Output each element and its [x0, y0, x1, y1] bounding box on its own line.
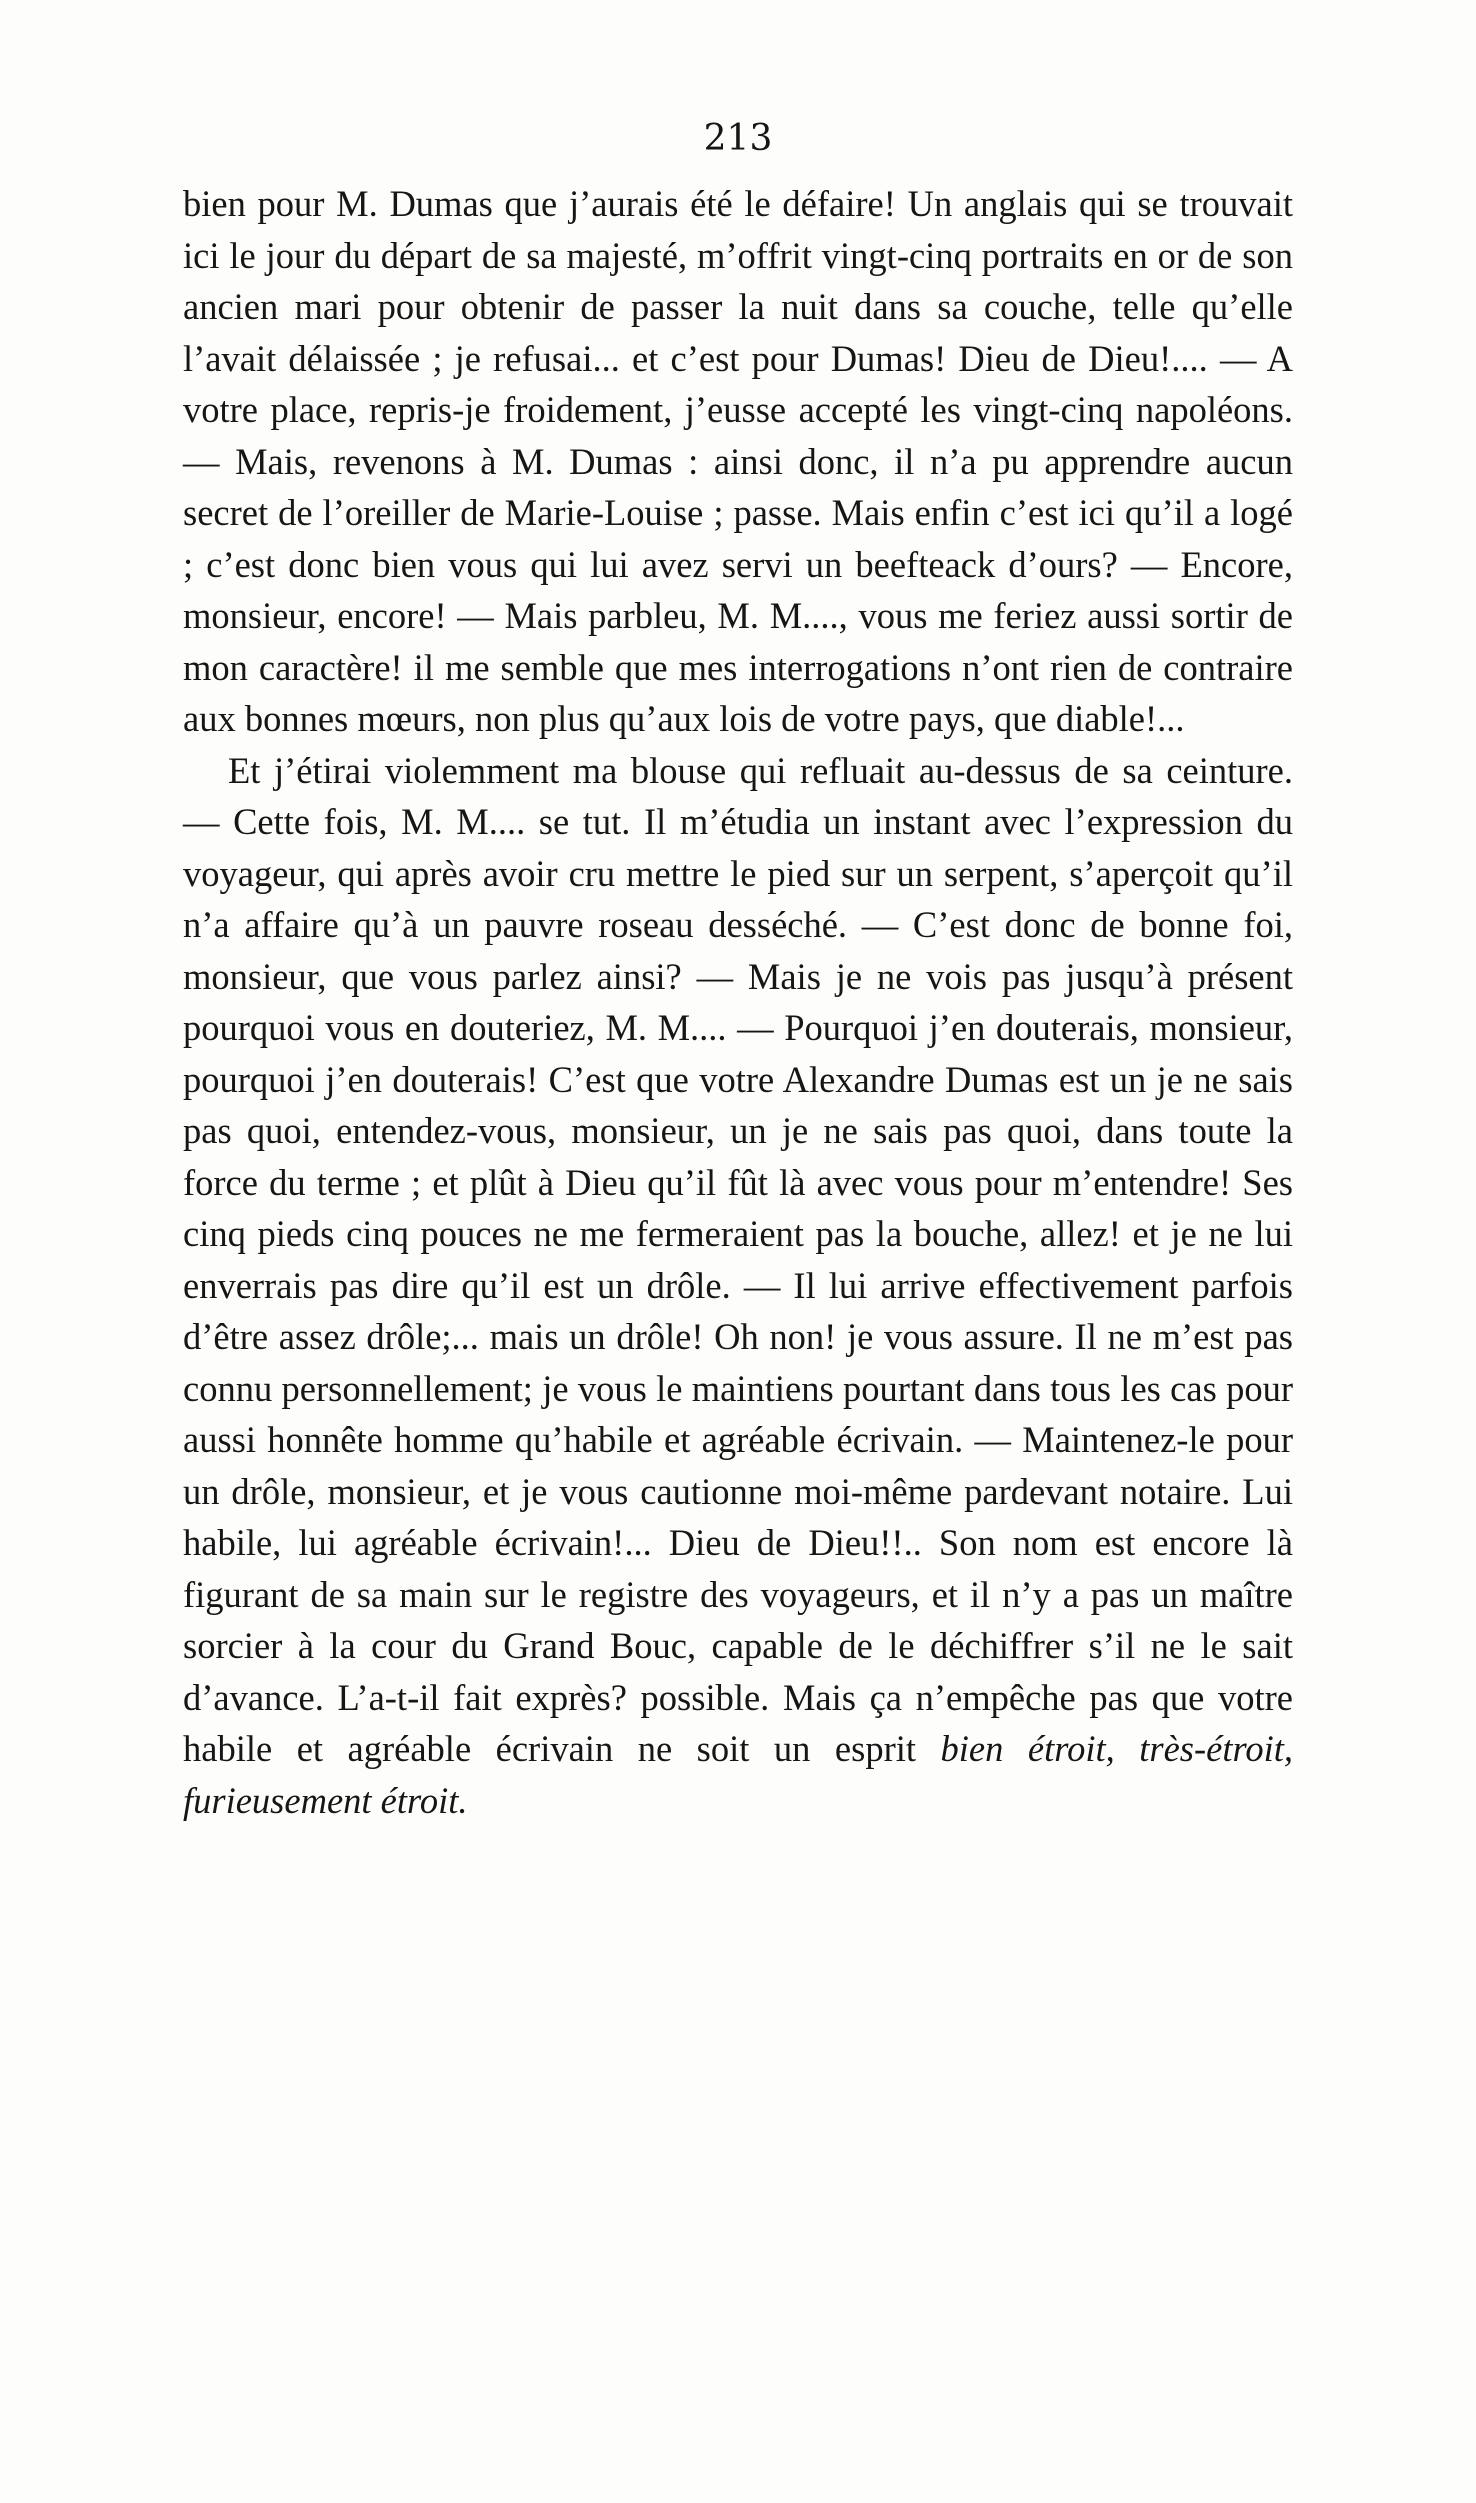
page-number: 213 — [703, 118, 773, 159]
paragraph-2-italic-text: bien étroit, très-étroit, furieusement étroit. — [183, 1728, 1293, 1821]
paragraph-2-text: Et j’étirai violemment ma blouse qui refluait au-dessus de sa ceinture. — Cette fois, M. M.... se tut. Il m’étudia un instant avec l’expression du voyageur, qui après avoir cru mettre le pied sur un serpent, s’aperçoit qu’il n’a affaire qu’à un pauvre roseau desséché. — C’est donc de bonne foi, monsieur, que vous parlez ainsi? — Mais je ne vois pas jusqu’à présent pourquoi vous en douteriez, M. M.... — Pourquoi j’en douterais, monsieur, pourquoi j’en douterais! C’est que votre Alexandre Dumas est un je ne sais pas quoi, entendez-vous, monsieur, un je ne sais pas quoi, dans toute la force du terme ; et plût à Dieu qu’il fût là avec vous pour m’entendre! Ses cinq pieds cinq pouces ne me fermeraient pas la bouche, allez! et je ne lui enverrais pas dire qu’il est un drôle. — Il lui arrive effectivement parfois d’être assez drôle;... mais un drôle! Oh non! je vous assure. Il ne m’est pas connu personnellement; je vous le maintiens pourtant dans tous les cas pour aussi honnête homme qu’habile et agréable écrivain. — Maintenez-le pour un drôle, monsieur, et je vous cautionne moi-même pardevant notaire. Lui habile, lui agréable écrivain!... Dieu de Dieu!!.. Son nom est encore là figurant de sa main sur le registre des voyageurs, et il n’y a pas un maître sorcier à la cour du Grand Bouc, capable de le déchiffrer s’il ne le sait d’avance. L’a-t-il fait exprès? possible. Mais ça n’empêche pas que votre habile et agréable écrivain ne soit un esprit — [183, 749, 1293, 1769]
body-text — [183, 178, 1293, 1826]
paragraph-2 — [183, 745, 1293, 1827]
paragraph-1: bien pour M. Dumas que j’aurais été le défaire! Un anglais qui se trouvait ici le jour du départ de sa majesté, m’offrit vingt-cinq portraits en or de son ancien mari pour obtenir de passer la nuit dans sa couche, telle qu’elle l’avait délaissée ; je refusai... et c’est pour Dumas! Dieu de Dieu!.... — A votre place, repris-je froidement, j’eusse accepté les vingt-cinq napoléons. — Mais, revenons à M. Dumas : ainsi donc, il n’a pu apprendre aucun secret de l’oreiller de Marie-Louise ; passe. Mais enfin c’est ici qu’il a logé ; c’est donc bien vous qui lui avez servi un beefteack d’ours? — Encore, monsieur, encore! — Mais parbleu, M. M...., vous me feriez aussi sortir de mon caractère! il me semble que mes interrogations n’ont rien de contraire aux bonnes mœurs, non plus qu’aux lois de votre pays, que diable!... — [183, 183, 1293, 739]
